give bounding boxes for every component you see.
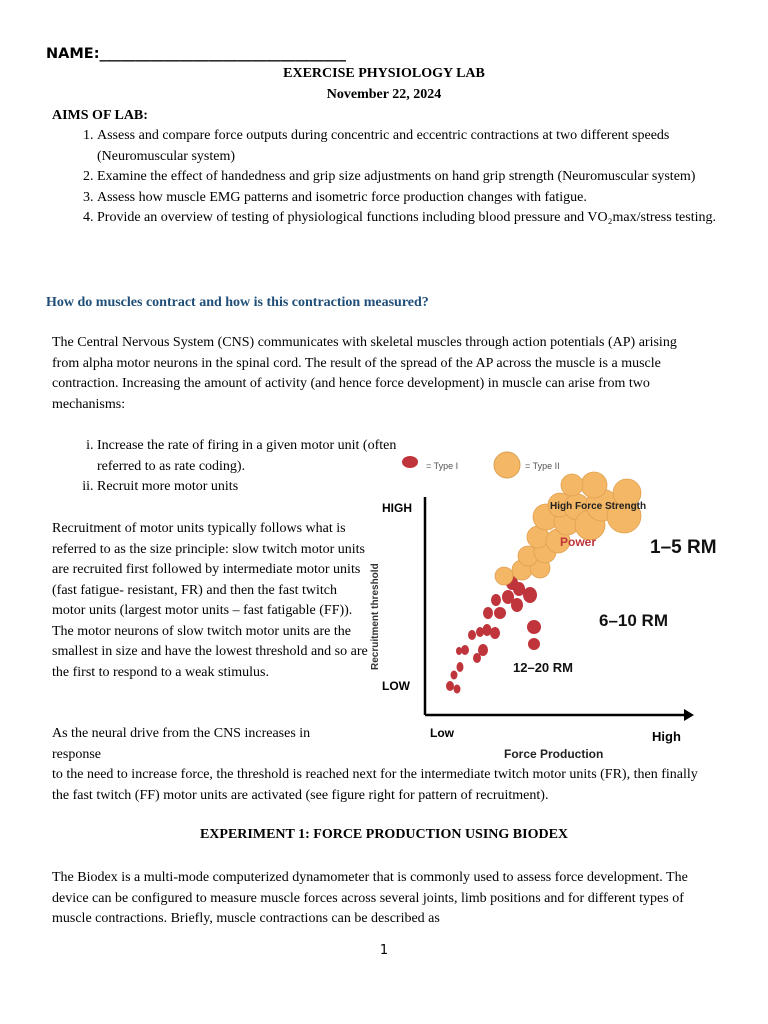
type1-unit (528, 638, 540, 650)
x-low-label: Low (430, 726, 454, 740)
name-field-label: NAME:__________________________________ (46, 46, 346, 62)
type2-unit (581, 472, 607, 498)
mechanism-item: i. Increase the rate of firing in a given motor unit (often referred to as rate coding). (97, 436, 407, 477)
recruitment-figure (362, 445, 734, 765)
legend-type1-label: = Type I (426, 461, 459, 471)
experiment-heading: EXPERIMENT 1: FORCE PRODUCTION USING BIODEX (199, 827, 569, 842)
power-label: Power (560, 535, 597, 549)
legend-type2-swatch (494, 452, 520, 478)
page-number: 1 (379, 943, 389, 958)
type2-units (495, 472, 641, 585)
type1-unit (456, 647, 462, 655)
aim-item: 4. Provide an overview of testing of physiological functions including blood pressure and VO₂max/stress testing. (97, 208, 747, 229)
type1-unit (451, 671, 458, 680)
y-low-label: LOW (382, 679, 410, 693)
type1-unit (461, 645, 469, 655)
type2-unit (495, 567, 513, 585)
legend-type1-swatch (402, 456, 418, 468)
aim-item: 1. Assess and compare force outputs during concentric and eccentric contractions at two different speeds (Neuromuscular system) (97, 126, 747, 167)
type2-unit (561, 474, 583, 496)
neural-drive-paragraph-start: As the neural drive from the CNS increases in response (52, 726, 311, 762)
type1-unit (523, 587, 537, 603)
high-force-strength-label: High Force Strength (550, 501, 647, 512)
x-axis-title: Force Production (504, 747, 604, 761)
legend-type2-label: = Type II (525, 461, 560, 471)
aim-item: 2. Examine the effect of handedness and grip size adjustments on hand grip strength (Neuromuscular system) (97, 167, 747, 188)
biodex-paragraph: The Biodex is a multi-mode computerized dynamometer that is commonly used to assess force development. The device can be configured to measure muscle forces across several joints, limb positions and for different types of muscle contractions. Briefly, muscle contractions can be described as (52, 870, 688, 926)
y-axis-title: Recruitment threshold (370, 563, 381, 670)
section-question-heading: How do muscles contract and how is this contraction measured? (46, 295, 429, 310)
document-date: November 22, 2024 (326, 87, 442, 102)
type1-unit (483, 607, 493, 619)
cns-paragraph: The Central Nervous System (CNS) communicates with skeletal muscles through action potentials (AP) arising from alpha motor neurons in the spinal cord. The result of the spread of the AP across the muscle is a muscle contraction. Increasing the amount of activity (and hence force development) in muscle can arise from two mechanisms: (52, 335, 677, 412)
type1-unit (494, 607, 506, 619)
type1-unit (511, 598, 523, 612)
type1-units (446, 576, 541, 694)
type1-unit (468, 630, 476, 640)
type1-unit (491, 594, 501, 606)
rm-1-5-label: 1–5 RM (650, 537, 717, 558)
type1-unit (454, 685, 461, 694)
x-axis-arrow (684, 709, 694, 721)
document-title: EXERCISE PHYSIOLOGY LAB (283, 66, 485, 81)
rm-12-20-label: 12–20 RM (513, 660, 573, 675)
type1-unit (490, 627, 500, 639)
aims-list (52, 126, 747, 229)
size-principle-paragraph: Recruitment of motor units typically follows what is referred to as the size principle: slow twitch motor units are recruited first followed by intermediate motor units (fast fatigue- resistant, FR) and then the fast twitch motor units (largest motor units – fast fatigable (FF)). The motor neurons of slow twitch motor units are the smallest in size and have the lowest threshold and so are the first to respond to a weak stimulus. (52, 521, 368, 680)
mechanism-item: ii. Recruit more motor units (97, 477, 407, 498)
type1-unit (446, 681, 454, 691)
x-high-label: High (652, 729, 681, 744)
type1-unit (478, 644, 488, 656)
type1-unit (527, 620, 541, 634)
aims-heading: AIMS OF LAB: (52, 108, 148, 123)
mechanisms-list (52, 436, 407, 498)
neural-drive-paragraph-end: to the need to increase force, the threshold is reached next for the intermediate twitch motor units (FR), then finally the fast twitch (FF) motor units are activated (see figure right for pattern of recruitment). (52, 767, 698, 803)
y-high-label: HIGH (382, 501, 412, 515)
aim-item: 3. Assess how muscle EMG patterns and isometric force production changes with fatigue. (97, 188, 747, 209)
rm-6-10-label: 6–10 RM (599, 611, 668, 630)
type1-unit (457, 662, 464, 672)
